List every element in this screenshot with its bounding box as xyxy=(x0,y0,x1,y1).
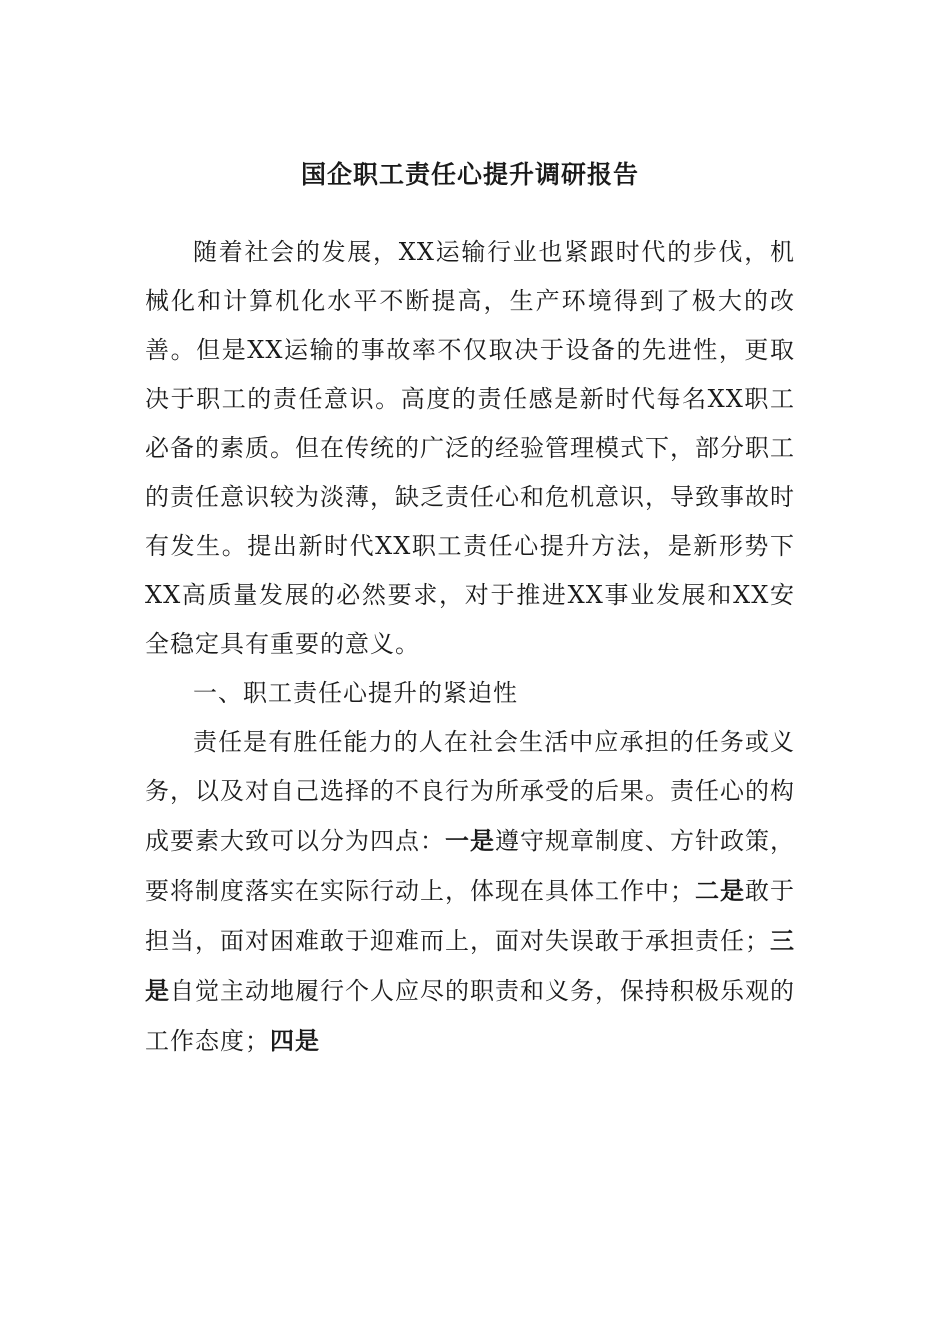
document-body xyxy=(145,228,795,1066)
section-paragraph xyxy=(145,718,795,1066)
point-3-text: 自觉主动地履行个人应尽的职责和义务，保持积极乐观的工作态度； xyxy=(145,977,795,1055)
point-1-text: 遵守规章制度、方针政策，要将制度落实在实际行动上，体现在具体工作中； xyxy=(145,827,795,905)
section-heading: 一、职工责任心提升的紧迫性 xyxy=(193,679,518,707)
document-title: 国企职工责任心提升调研报告 xyxy=(300,160,639,189)
intro-paragraph: 随着社会的发展，XX运输行业也紧跟时代的步伐，机械化和计算机化水平不断提高，生产环境得到了极大的改善。但是XX运输的事故率不仅取决于设备的先进性，更取决于职工的责任意识。高度的责任感是新时代每名XX职工必备的素质。但在传统的广泛的经验管理模式下，部分职工的责任意识较为淡薄，缺乏责任心和危机意识，导致事故时有发生。提出新时代XX职工责任心提升方法，是新形势下XX高质量发展的必然要求，对于推进XX事业发展和XX安全稳定具有重要的意义。 xyxy=(145,238,795,658)
point-2-label: 二是 xyxy=(695,876,745,905)
point-4-label: 四是 xyxy=(270,1026,320,1055)
point-2-text: 敢于担当，面对困难敢于迎难而上，面对失误敢于承担责任； xyxy=(145,877,795,955)
paragraph-lead: 责任是有胜任能力的人在社会生活中应承担的任务或义务，以及对自己选择的不良行为所承受的后果。责任心的构成要素大致可以分为四点： xyxy=(145,728,795,855)
point-1-label: 一是 xyxy=(445,826,495,855)
point-3-label: 三是 xyxy=(145,926,795,1005)
